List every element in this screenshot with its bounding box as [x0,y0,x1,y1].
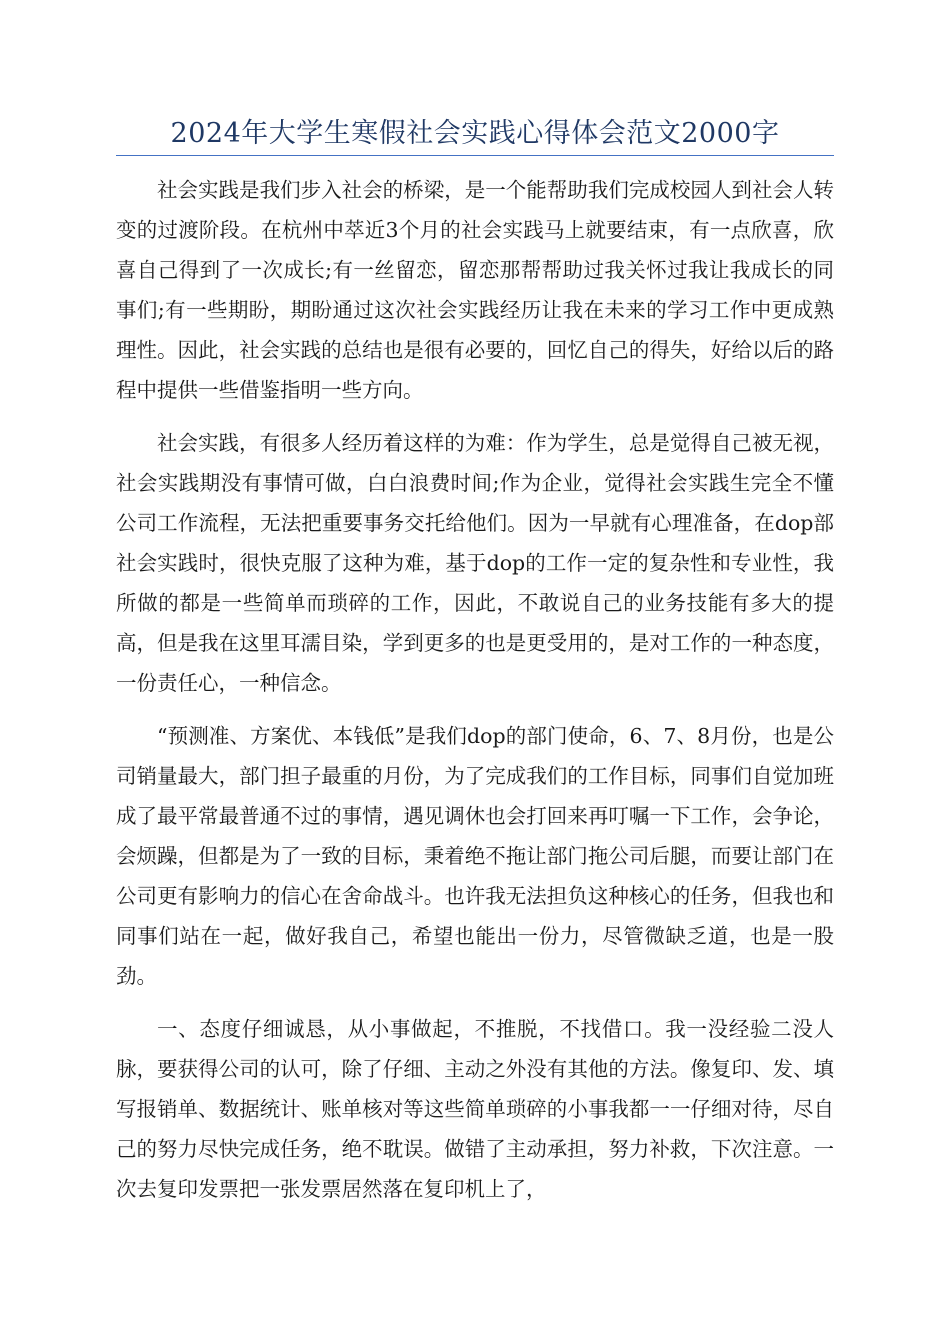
document-title: 2024年大学生寒假社会实践心得体会范文2000字 [170,118,780,149]
document-body [116,170,834,1222]
paragraph: 一、态度仔细诚恳，从小事做起，不推脱，不找借口。我一没经验二没人脉，要获得公司的认可，除了仔细、主动之外没有其他的方法。像复印、发、填写报销单、数据统计、账单核对等这些简单琐碎的小事我都一一仔细对待，尽自己的努力尽快完成任务，绝不耽误。做错了主动承担，努力补救，下次注意。一次去复印发票把一张发票居然落在复印机上了， [116,1017,834,1201]
paragraph: 社会实践是我们步入社会的桥梁，是一个能帮助我们完成校园人到社会人转变的过渡阶段。在杭州中萃近3个月的社会实践马上就要结束，有一点欣喜，欣喜自己得到了一次成长;有一丝留恋，留恋那帮帮助过我关怀过我让我成长的同事们;有一些期盼，期盼通过这次社会实践经历让我在未来的学习工作中更成熟理性。因此，社会实践的总结也是很有必要的，回忆自己的得失，好给以后的路程中提供一些借鉴指明一些方向。 [116,178,834,402]
title-underline [116,155,834,156]
paragraph: “预测准、方案优、本钱低”是我们dop的部门使命，6、7、8月份，也是公司销量最大，部门担子最重的月份，为了完成我们的工作目标，同事们自觉加班成了最平常最普通不过的事情，遇见调休也会打回来再叮嘱一下工作，会争论，会烦躁，但都是为了一致的目标，秉着绝不拖让部门拖公司后腿，而要让部门在公司更有影响力的信心在舍命战斗。也许我无法担负这种核心的任务，但我也和同事们站在一起，做好我自己，希望也能出一份力，尽管微缺乏道，也是一股劲。 [116,724,834,988]
paragraph: 社会实践，有很多人经历着这样的为难：作为学生，总是觉得自己被无视，社会实践期没有事情可做，白白浪费时间;作为企业，觉得社会实践生完全不懂公司工作流程，无法把重要事务交托给他们。因为一早就有心理准备，在dop部社会实践时，很快克服了这种为难，基于dop的工作一定的复杂性和专业性，我所做的都是一些简单而琐碎的工作，因此，不敢说自己的业务技能有多大的提高，但是我在这里耳濡目染，学到更多的也是更受用的，是对工作的一种态度，一份责任心，一种信念。 [116,431,834,695]
